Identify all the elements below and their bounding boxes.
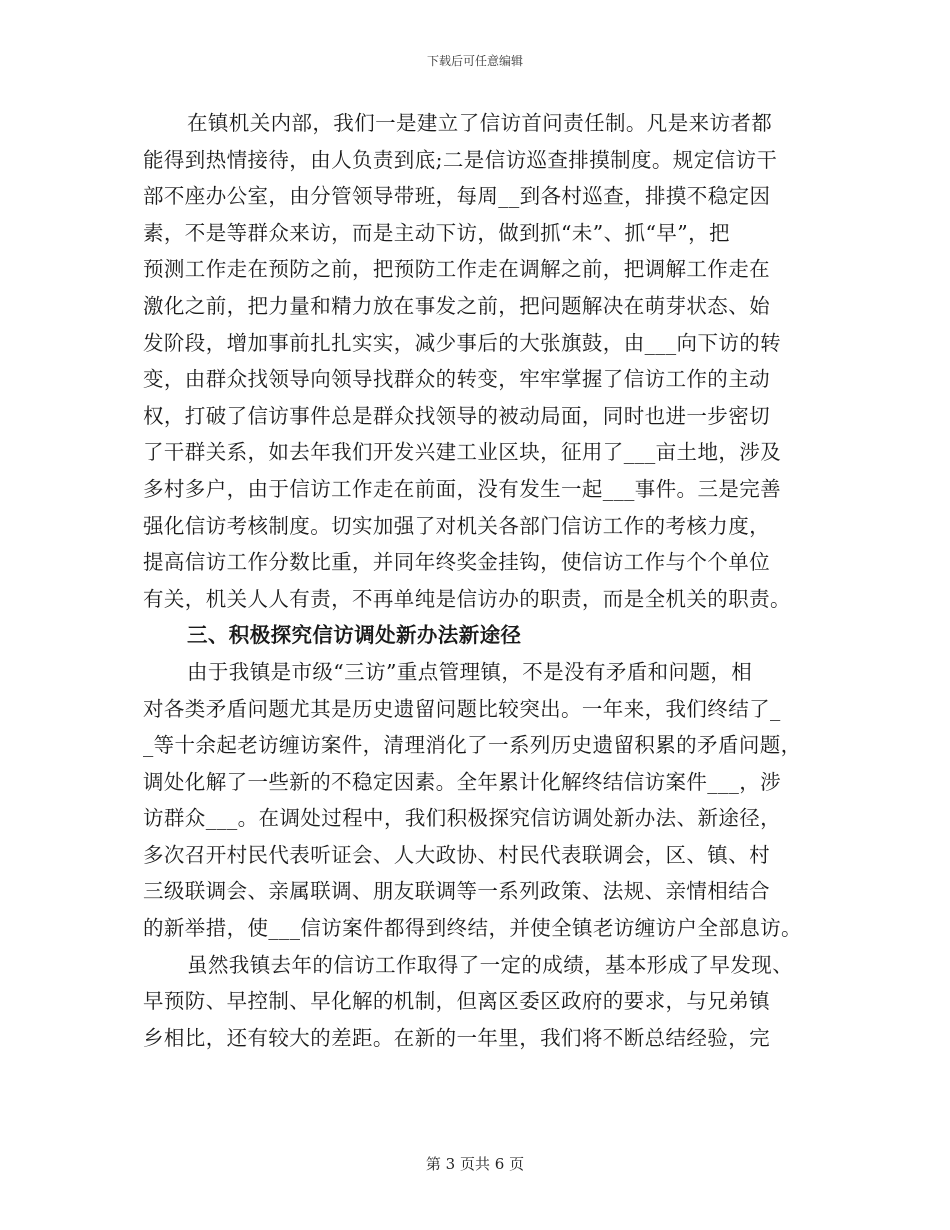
paragraph-line: 在镇机关内部，我们一是建立了信访首问责任制。凡是来访者都 xyxy=(187,111,773,135)
paragraph-line: 发阶段，增加事前扎扎实实，减少事后的大张旗鼓，由___向下访的转 xyxy=(143,330,782,355)
paragraph-line: 预测工作走在预防之前，把预防工作走在调解之前，把调解工作走在 xyxy=(143,257,770,282)
paragraph-line: 三级联调会、亲属联调、朋友联调等一系列政策、法规、亲情相结合 xyxy=(143,879,770,904)
paragraph-line: 权，打破了信访事件总是群众找领导的被动局面，同时也进一步密切 xyxy=(143,403,770,428)
paragraph-line: _等十余起老访缠访案件，清理消化了一系列历史遗留积累的矛盾问题， xyxy=(143,733,802,758)
paragraph-line: 能得到热情接待，由人负责到底;二是信访巡查排摸制度。规定信访干 xyxy=(143,147,778,172)
paragraph-line: 虽然我镇去年的信访工作取得了一定的成绩，基本形成了早发现、 xyxy=(187,952,794,977)
body-text xyxy=(143,105,803,1056)
paragraph-line: 多村多户，由于信访工作走在前面，没有发生一起___事件。三是完善 xyxy=(143,476,782,501)
section-heading: 三、积极探究信访调处新办法新途径 xyxy=(187,623,522,648)
paragraph-line: 强化信访考核制度。切实加强了对机关各部门信访工作的考核力度， xyxy=(143,513,770,538)
paragraph-line: 乡相比，还有较大的差距。在新的一年里，我们将不断总结经验，完 xyxy=(143,1025,770,1050)
paragraph-line: 素，不是等群众来访，而是主动下访，做到抓“未”、抓“早”，把 xyxy=(143,220,730,245)
paragraph-line: 了干群关系，如去年我们开发兴建工业区块，征用了___亩土地，涉及 xyxy=(143,440,782,465)
paragraph-line: 激化之前，把力量和精力放在事发之前，把问题解决在萌芽状态、始 xyxy=(143,293,770,318)
paragraph-line: 访群众___。在调处过程中，我们积极探究信访调处新办法、新途径， xyxy=(143,806,782,831)
paragraph-line: 调处化解了一些新的不稳定因素。全年累计化解终结信访案件___，涉 xyxy=(143,769,782,794)
paragraph-line: 早预防、早控制、早化解的机制，但离区委区政府的要求，与兄弟镇 xyxy=(143,989,770,1014)
paragraph-line: 有关，机关人人有责，不再单纯是信访办的职责，而是全机关的职责。 xyxy=(143,586,791,611)
paragraph-line: 提高信访工作分数比重，并同年终奖金挂钩，使信访工作与个个单位 xyxy=(143,550,770,575)
paragraph-line: 变，由群众找领导向领导找群众的转变，牢牢掌握了信访工作的主动 xyxy=(143,367,770,392)
paragraph-line: 由于我镇是市级“三访”重点管理镇，不是没有矛盾和问题，相 xyxy=(187,659,753,684)
paragraph-line: 对各类矛盾问题尤其是历史遗留问题比较突出。一年来，我们终结了_ xyxy=(143,696,781,721)
paragraph-line: 部不座办公室，由分管领导带班，每周__到各村巡查，排摸不稳定因 xyxy=(143,184,771,209)
page-number: 第 3 页共 6 页 xyxy=(425,1155,525,1173)
paragraph-line: 的新举措，使___信访案件都得到终结，并使全镇老访缠访户全部息访。 xyxy=(143,916,802,941)
page-header: 下载后可任意编辑 xyxy=(426,54,523,68)
paragraph-line: 多次召开村民代表听证会、人大政协、村民代表联调会，区、镇、村 xyxy=(143,842,770,867)
